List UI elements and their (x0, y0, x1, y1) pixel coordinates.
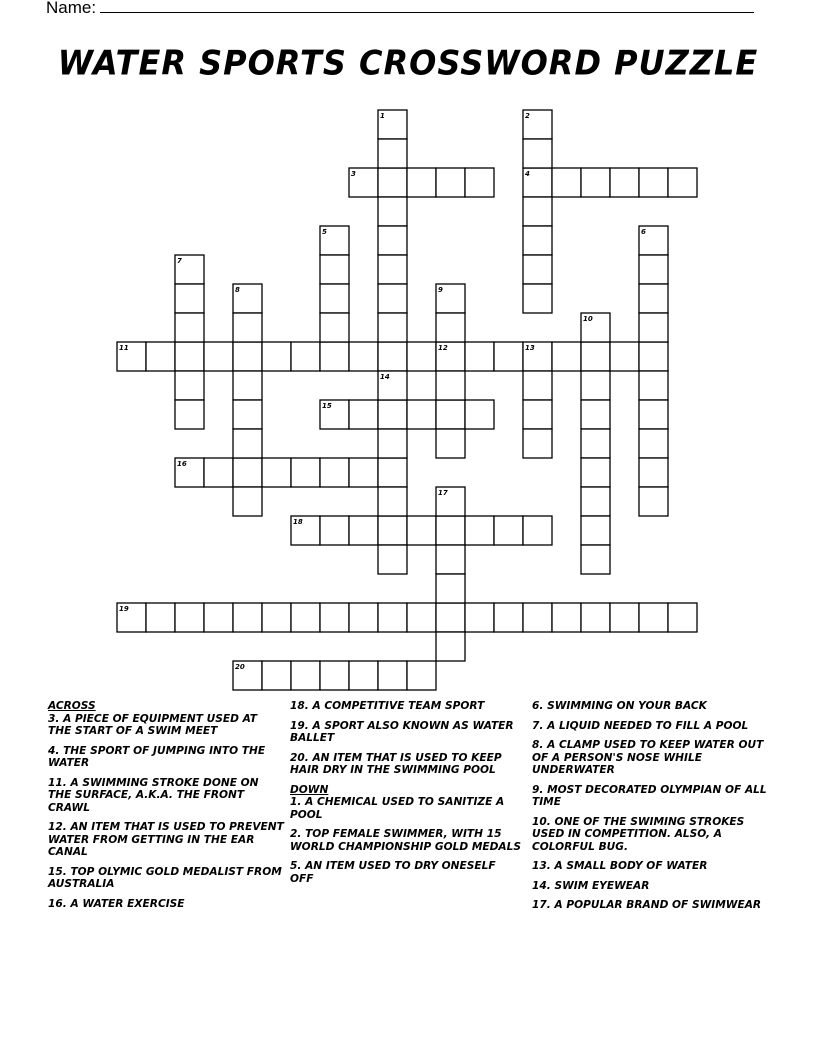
grid-cell[interactable] (146, 342, 175, 371)
grid-cell[interactable] (610, 342, 639, 371)
clue-number-11: 11 (119, 344, 129, 352)
clue-number-13: 13 (525, 344, 535, 352)
grid-cell[interactable] (262, 603, 291, 632)
grid-cell[interactable] (262, 661, 291, 690)
grid-cell[interactable] (465, 168, 494, 197)
grid-cell[interactable] (407, 400, 436, 429)
grid-cell[interactable] (175, 342, 204, 371)
grid-cell[interactable] (639, 458, 668, 487)
grid-cell[interactable] (204, 458, 233, 487)
grid-cell[interactable] (378, 516, 407, 545)
grid-cell[interactable] (465, 400, 494, 429)
grid-cell[interactable] (233, 429, 262, 458)
grid-cell[interactable] (320, 603, 349, 632)
grid-cell[interactable] (581, 342, 610, 371)
grid-cell[interactable] (175, 603, 204, 632)
clue-number-10: 10 (583, 315, 593, 323)
clue-across-3: 3. A PIECE OF EQUIPMENT USED AT THE START OF A SWIM MEET (48, 712, 258, 737)
grid-cell[interactable] (204, 603, 233, 632)
grid-cell[interactable] (436, 168, 465, 197)
grid-cell[interactable] (668, 168, 697, 197)
clue-number-2: 2 (525, 112, 530, 120)
grid-cell[interactable] (349, 661, 378, 690)
grid-cell[interactable] (291, 603, 320, 632)
grid-cell[interactable] (581, 168, 610, 197)
clue-number-17: 17 (438, 489, 448, 497)
grid-cell[interactable] (407, 661, 436, 690)
clue-number-3: 3 (351, 170, 356, 178)
grid-cell[interactable] (581, 400, 610, 429)
grid-cell[interactable] (552, 342, 581, 371)
grid-cell[interactable] (436, 603, 465, 632)
grid-cell[interactable] (175, 284, 204, 313)
grid-cell[interactable] (175, 313, 204, 342)
clue-number-15: 15 (322, 402, 332, 410)
grid-cell[interactable] (233, 342, 262, 371)
grid-cell[interactable] (378, 313, 407, 342)
grid-cell[interactable] (494, 516, 523, 545)
clue-across-11: 11. A SWIMMING STROKE DONE ON THE SURFACE, A.K.A. THE FRONT CRAWL (48, 776, 259, 814)
grid-cell[interactable] (639, 429, 668, 458)
grid-cell[interactable] (378, 168, 407, 197)
grid-cell[interactable] (581, 603, 610, 632)
grid-cell[interactable] (378, 342, 407, 371)
grid-cell[interactable] (233, 313, 262, 342)
across-heading: ACROSS (48, 700, 96, 712)
grid-cell[interactable] (349, 400, 378, 429)
grid-cell[interactable] (610, 168, 639, 197)
grid-cell[interactable] (436, 574, 465, 603)
clue-across-12: 12. AN ITEM THAT IS USED TO PREVENT WATER FROM GETTING IN THE EAR CANAL (48, 821, 284, 858)
clue-number-6: 6 (641, 228, 646, 236)
clue-number-8: 8 (235, 286, 240, 294)
grid-cell[interactable] (668, 603, 697, 632)
grid-cell[interactable] (349, 516, 378, 545)
grid-cell[interactable] (494, 603, 523, 632)
clue-across-20: 20. AN ITEM THAT IS USED TO KEEP HAIR DRY IN THE SWIMMING POOL (290, 751, 502, 776)
clue-down-14: 14. SWIM EYEWEAR (532, 879, 650, 892)
name-label: Name: (46, 0, 97, 17)
grid-cell[interactable] (378, 545, 407, 574)
clue-down-6: 6. SWIMMING ON YOUR BACK (532, 700, 707, 712)
grid-cell[interactable] (581, 458, 610, 487)
grid-cell[interactable] (378, 603, 407, 632)
grid-cell[interactable] (291, 661, 320, 690)
grid-cell[interactable] (146, 603, 175, 632)
grid-cell[interactable] (465, 342, 494, 371)
grid-cell[interactable] (436, 400, 465, 429)
grid-cell[interactable] (552, 168, 581, 197)
grid-cell[interactable] (349, 342, 378, 371)
grid-cell[interactable] (175, 400, 204, 429)
grid-cell[interactable] (436, 545, 465, 574)
clue-across-18: 18. A COMPETITIVE TEAM SPORT (290, 700, 485, 712)
grid-cell[interactable] (581, 429, 610, 458)
grid-cell[interactable] (523, 603, 552, 632)
grid-cell[interactable] (465, 516, 494, 545)
grid-cell[interactable] (639, 371, 668, 400)
grid-cell[interactable] (581, 371, 610, 400)
grid-cell[interactable] (407, 168, 436, 197)
grid-cell[interactable] (378, 139, 407, 168)
clue-number-4: 4 (525, 170, 530, 178)
grid-cell[interactable] (262, 458, 291, 487)
clue-down-1: 1. A CHEMICAL USED TO SANITIZE A POOL (290, 796, 505, 821)
clue-across-16: 16. A WATER EXERCISE (48, 897, 185, 910)
clue-across-4: 4. THE SPORT OF JUMPING INTO THE WATER (48, 744, 266, 769)
clue-across-19: 19. A SPORT ALSO KNOWN AS WATER BALLET (290, 719, 514, 744)
grid-cell[interactable] (639, 342, 668, 371)
clue-column-2 (290, 700, 522, 892)
grid-cell[interactable] (349, 603, 378, 632)
grid-cell[interactable] (378, 661, 407, 690)
grid-cell[interactable] (233, 371, 262, 400)
grid-cell[interactable] (233, 487, 262, 516)
grid-cell[interactable] (639, 487, 668, 516)
grid-cell[interactable] (436, 371, 465, 400)
grid-cell[interactable] (523, 226, 552, 255)
clue-number-12: 12 (438, 344, 448, 352)
clue-number-18: 18 (293, 518, 303, 526)
grid-cell[interactable] (407, 603, 436, 632)
grid-cell[interactable] (639, 255, 668, 284)
clue-number-9: 9 (438, 286, 443, 294)
grid-cell[interactable] (320, 313, 349, 342)
clue-number-14: 14 (380, 373, 390, 381)
clue-down-10: 10. ONE OF THE SWIMING STROKES USED IN COMPETITION. ALSO, A COLORFUL BUG. (532, 815, 745, 853)
grid-cell[interactable] (320, 516, 349, 545)
clue-number-20: 20 (235, 663, 245, 671)
grid-cell[interactable] (581, 487, 610, 516)
grid-cell[interactable] (581, 516, 610, 545)
grid-cell[interactable] (175, 371, 204, 400)
down-heading: DOWN (290, 783, 329, 796)
grid-cell[interactable] (320, 342, 349, 371)
clue-column-3 (532, 700, 772, 919)
grid-cell[interactable] (320, 284, 349, 313)
grid-cell[interactable] (320, 458, 349, 487)
grid-cell[interactable] (639, 603, 668, 632)
grid-cell[interactable] (465, 603, 494, 632)
clue-down-7: 7. A LIQUID NEEDED TO FILL A POOL (532, 719, 749, 732)
grid-cell[interactable] (494, 342, 523, 371)
clue-number-1: 1 (380, 112, 385, 120)
grid-cell[interactable] (378, 226, 407, 255)
grid-cell[interactable] (610, 603, 639, 632)
grid-cell[interactable] (378, 255, 407, 284)
grid-cell[interactable] (233, 603, 262, 632)
grid-cell[interactable] (552, 603, 581, 632)
grid-cell[interactable] (523, 371, 552, 400)
grid-cell[interactable] (436, 516, 465, 545)
grid-cell[interactable] (523, 429, 552, 458)
grid-cell[interactable] (639, 400, 668, 429)
clue-down-13: 13. A SMALL BODY OF WATER (532, 860, 708, 872)
grid-cell[interactable] (639, 168, 668, 197)
grid-cell[interactable] (581, 545, 610, 574)
clue-column-1 (48, 700, 284, 917)
grid-cell[interactable] (639, 284, 668, 313)
clue-down-17: 17. A POPULAR BRAND OF SWIMWEAR (532, 899, 762, 911)
grid-cell[interactable] (233, 458, 262, 487)
grid-cell[interactable] (436, 429, 465, 458)
grid-cell[interactable] (407, 516, 436, 545)
clue-down-5: 5. AN ITEM USED TO DRY ONESELF OFF (290, 860, 496, 885)
grid-cell[interactable] (407, 342, 436, 371)
grid-cell[interactable] (639, 313, 668, 342)
clue-number-5: 5 (322, 228, 327, 236)
clue-number-7: 7 (177, 257, 182, 265)
grid-cell[interactable] (523, 255, 552, 284)
grid-cell[interactable] (291, 342, 320, 371)
clue-number-19: 19 (119, 605, 129, 613)
grid-cell[interactable] (523, 516, 552, 545)
clue-number-16: 16 (177, 460, 187, 468)
grid-cell[interactable] (320, 255, 349, 284)
page-title: WATER SPORTS CROSSWORD PUZZLE (57, 43, 759, 83)
clue-down-2: 2. TOP FEMALE SWIMMER, WITH 15 WORLD CHAMPIONSHIP GOLD MEDALS (290, 828, 522, 853)
grid-cell[interactable] (378, 487, 407, 516)
grid-cell[interactable] (523, 139, 552, 168)
clue-down-9: 9. MOST DECORATED OLYMPIAN OF ALL TIME (532, 783, 767, 808)
grid-cell[interactable] (291, 458, 320, 487)
grid-cell[interactable] (262, 342, 291, 371)
grid-cell[interactable] (436, 632, 465, 661)
clue-across-15: 15. TOP OLYMIC GOLD MEDALIST FROM AUSTRALIA (48, 865, 282, 890)
grid-cell[interactable] (378, 197, 407, 226)
grid-cell[interactable] (436, 313, 465, 342)
grid-cell[interactable] (233, 400, 262, 429)
grid-cell[interactable] (378, 429, 407, 458)
grid-cell[interactable] (523, 284, 552, 313)
grid-cell[interactable] (378, 458, 407, 487)
grid-cell[interactable] (378, 284, 407, 313)
grid-cell[interactable] (523, 400, 552, 429)
clue-down-8: 8. A CLAMP USED TO KEEP WATER OUT OF A PERSON'S NOSE WHILE UNDERWATER (532, 739, 764, 776)
grid-cell[interactable] (523, 197, 552, 226)
grid-cell[interactable] (204, 342, 233, 371)
grid-cell[interactable] (378, 400, 407, 429)
grid-cell[interactable] (349, 458, 378, 487)
grid-cell[interactable] (320, 661, 349, 690)
